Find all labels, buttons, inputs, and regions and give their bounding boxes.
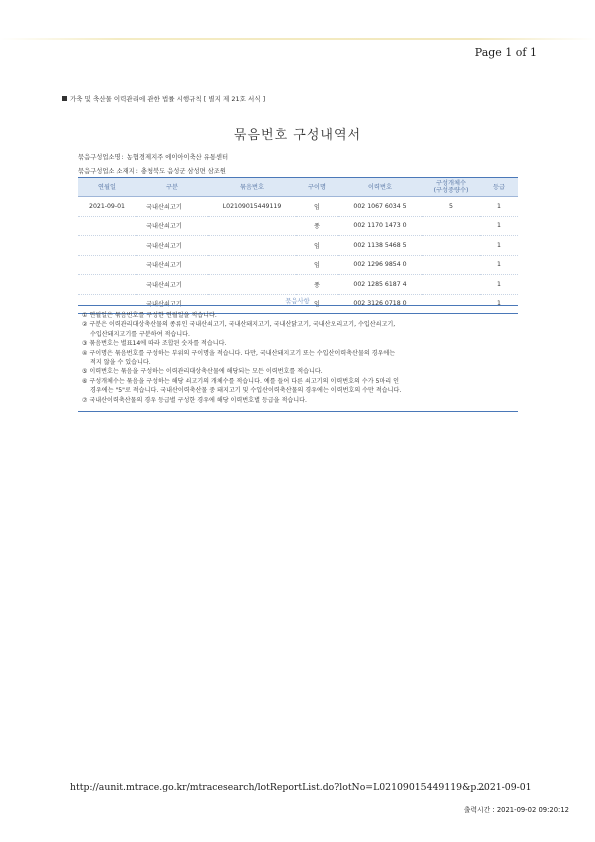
cell-head-count — [422, 275, 480, 295]
note-item — [82, 339, 514, 348]
form-reference — [62, 94, 265, 103]
notes-heading: 묶음사항 — [285, 298, 310, 305]
cell-lot-number — [208, 216, 296, 236]
table-header-row — [78, 178, 518, 197]
header-head-count: 구성개체수 (구성중량수) — [422, 178, 480, 197]
note-continuation: 적지 않을 수 있습니다. — [90, 359, 151, 367]
note-text: ⑤ 이력번호는 묶음을 구성하는 이력관리대상축산물에 해당되는 모든 이력번호를 적습니다. — [82, 368, 323, 376]
form-reference-text: 가축 및 축산물 이력관리에 관한 법률 시행규칙 [ 별지 제 21호 서식 ] — [70, 95, 266, 103]
business-address-line: 묶음구성업소 소재지: 충청북도 음성군 삼성면 삼조원 — [78, 168, 226, 175]
table-row — [78, 236, 518, 256]
notes-box — [78, 305, 518, 412]
cell-grade: 1 — [480, 216, 518, 236]
header-date: 연월일 — [78, 178, 136, 197]
table-row — [78, 216, 518, 236]
note-item — [82, 367, 514, 376]
cell-cut-name: 풍 — [296, 216, 338, 236]
table-row — [78, 197, 518, 217]
note-continuation: 경우에는 "5"로 적습니다. 국내산이력축산물 중 돼지고기 및 수입산이력축산물의 경우에는 이력번호의 수만 적습니다. — [90, 387, 402, 395]
cell-lot-number — [208, 236, 296, 256]
document-title: 묶음번호 구성내역서 — [233, 128, 362, 143]
header-trace-number: 이력번호 — [338, 178, 422, 197]
business-name-value: 농협경제지주 에이아이축산 유통센터 — [126, 154, 229, 161]
cell-date — [78, 275, 136, 295]
note-text: ① 연월일은 묶음번호를 구성한 연월일을 적습니다. — [82, 312, 217, 319]
cell-date — [78, 255, 136, 275]
note-text: ④ 구이명은 묶음번호를 구성하는 부위의 구이명을 적습니다. 다만, 국내산돼지고기 또는 수입산이력축산물의 경우에는 — [82, 349, 396, 357]
cell-cut-name: 임 — [296, 236, 338, 256]
cell-head-count: 5 — [422, 197, 480, 217]
cell-head-count — [422, 216, 480, 236]
cell-date — [78, 216, 136, 236]
page-indicator: Page 1 of 1 — [474, 46, 537, 59]
cell-lot-number — [208, 275, 296, 295]
cell-lot-number: L02109015449119 — [208, 197, 296, 217]
header-category: 구분 — [136, 178, 208, 197]
cell-cut-name: 임 — [296, 197, 338, 217]
note-item — [82, 320, 514, 339]
cell-head-count — [422, 236, 480, 256]
lot-composition-table — [78, 177, 518, 314]
business-name-label: 묶음구성업소명 — [78, 154, 121, 161]
cell-trace-number: 002 1285 6187 4 — [338, 275, 422, 295]
cell-grade: 1 — [480, 255, 518, 275]
top-decorative-rule — [0, 38, 595, 40]
header-grade: 등급 — [480, 178, 518, 197]
cell-category: 국내산쇠고기 — [136, 275, 208, 295]
header-lot-number: 묶음번호 — [208, 178, 296, 197]
cell-cut-name: 임 — [296, 255, 338, 275]
note-text: ⑦ 국내산이력축산물의 경우 등급별 구성한 경우에 해당 이력번호별 등급을 적습니다. — [82, 396, 307, 404]
note-item — [82, 349, 514, 368]
print-time-value: 2021-09-02 09:20:12 — [496, 806, 569, 814]
cell-trace-number: 002 1138 5468 5 — [338, 236, 422, 256]
print-time: 출력시간 : 2021-09-02 09:20:12 — [463, 806, 569, 814]
print-time-label: 출력시간 — [463, 806, 491, 814]
cell-grade: 1 — [480, 197, 518, 217]
header-cut-name: 구이명 — [296, 178, 338, 197]
business-address-label: 묶음구성업소 소재지 — [78, 168, 135, 175]
cell-trace-number: 002 3126 0718 0 — [353, 300, 407, 308]
cell-cut-name: 임 — [314, 301, 320, 309]
cell-date — [78, 236, 136, 256]
cell-head-count — [422, 255, 480, 275]
cell-trace-number: 002 1067 6034 5 — [338, 197, 422, 217]
business-address-value: 충청북도 음성군 삼성면 삼조원 — [140, 168, 226, 175]
cell-category: 국내산쇠고기 — [136, 197, 208, 217]
note-item — [82, 311, 514, 320]
note-text: ③ 묶음번호는 별표14에 따라 조합된 숫자를 적습니다. — [82, 340, 227, 348]
note-continuation: 수입산돼지고기를 구분하여 적습니다. — [90, 330, 190, 338]
cell-category: 국내산쇠고기 — [136, 255, 208, 275]
cell-category: 국내산쇠고기 — [146, 301, 182, 309]
cell-category: 국내산쇠고기 — [136, 216, 208, 236]
note-text: ⑥ 구성개체수는 묶음을 구성하는 해당 쇠고기의 개체수를 적습니다. 예를 들어 다른 쇠고기의 이력번호의 수가 5마리 인 — [82, 377, 400, 385]
note-item — [82, 396, 514, 405]
footer-date: 2021-09-01 — [478, 782, 532, 793]
table-row — [78, 255, 518, 275]
footer-url: http://aunit.mtrace.go.kr/mtracesearch/lotReportList.do?lotNo=L02109015449119&p... — [70, 782, 486, 793]
table-row — [78, 275, 518, 295]
cell-date: 2021-09-01 — [78, 197, 136, 217]
bullet-square-icon — [62, 96, 67, 101]
cell-grade: 1 — [480, 236, 518, 256]
cell-grade: 1 — [480, 275, 518, 295]
cell-category: 국내산쇠고기 — [136, 236, 208, 256]
cell-trace-number: 002 1296 9854 0 — [338, 255, 422, 275]
cell-grade: 1 — [497, 300, 501, 308]
note-text: ② 구분은 이력관리대상축산물의 종류인 국내산쇠고기, 국내산돼지고기, 국내산닭고기, 국내산오리고기, 수입산쇠고기, — [82, 321, 396, 329]
note-item — [82, 377, 514, 396]
cell-trace-number: 002 1170 1473 0 — [338, 216, 422, 236]
cell-lot-number — [208, 255, 296, 275]
business-name-line: 묶음구성업소명: 농협경제지주 에이아이축산 유통센터 — [78, 154, 229, 161]
cell-cut-name: 풍 — [296, 275, 338, 295]
